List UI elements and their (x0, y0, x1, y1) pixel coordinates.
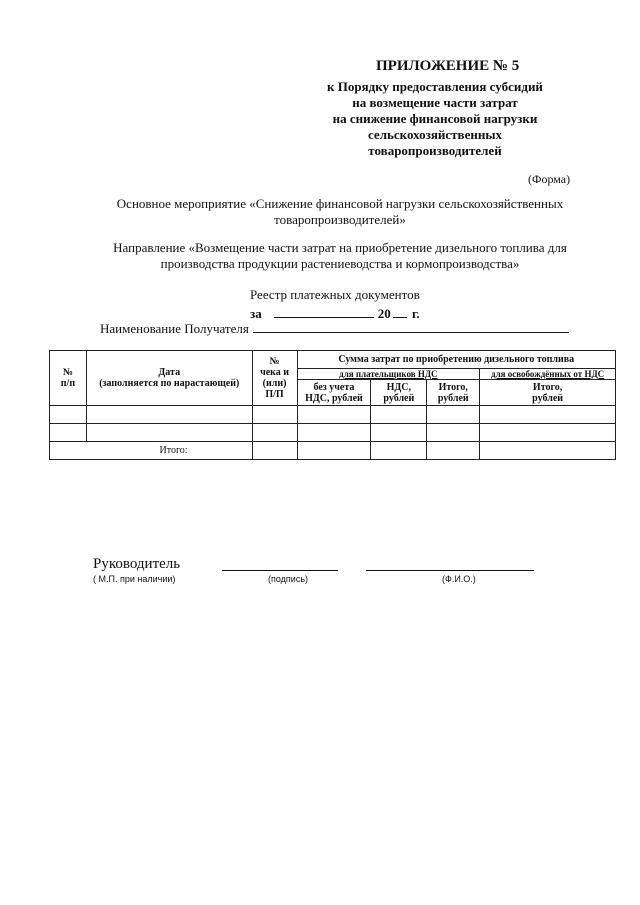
table-cell[interactable] (371, 442, 427, 460)
recipient-row (100, 320, 569, 337)
col-vat-line: рублей (383, 392, 415, 404)
col-exempt-total-header (480, 380, 616, 406)
total-row (50, 442, 616, 460)
col-sum-header: Сумма затрат по приобретению дизельного топлива (297, 351, 615, 369)
col-date-line: Дата (158, 367, 181, 378)
col-without-vat-header (297, 380, 371, 406)
recipient-field[interactable] (253, 320, 569, 333)
col-total-line: Итого, (438, 381, 468, 393)
col-check-header (252, 351, 297, 406)
table-cell[interactable] (50, 424, 87, 442)
annex-subtitle-line: товаропроизводителей (368, 143, 502, 158)
col-check-line: чека и (260, 367, 290, 378)
signature-field[interactable] (222, 570, 338, 571)
period-year-field[interactable] (393, 306, 407, 318)
total-row-label: Итого: (50, 442, 253, 460)
col-num-header (50, 351, 87, 406)
direction-line: Направление «Возмещение части затрат на приобретение дизельного топлива для (113, 240, 567, 255)
col-num-line: п/п (60, 378, 76, 389)
stamp-note: ( М.П. при наличии) (93, 574, 176, 584)
group-vat-exempt-text: для освобождённых от НДС (491, 369, 605, 379)
group-vat-payers (297, 369, 480, 380)
signature-caption: (подпись) (268, 574, 309, 584)
col-vat-line: НДС, (386, 381, 412, 393)
table-cell[interactable] (297, 442, 371, 460)
table-cell[interactable] (252, 442, 297, 460)
annex-subtitle-line: на возмещение части затрат (352, 95, 518, 110)
group-vat-exempt (480, 369, 616, 380)
col-without-vat-line: без учета (313, 381, 355, 393)
col-num-line: № (62, 367, 73, 378)
col-check-line: (или) (262, 378, 287, 389)
registry-table (49, 350, 616, 460)
table-cell[interactable] (480, 442, 616, 460)
table-cell[interactable] (297, 424, 371, 442)
table-cell[interactable] (427, 406, 480, 424)
group-vat-payers-text: для плательщиков НДС (339, 369, 438, 379)
table-cell[interactable] (252, 424, 297, 442)
period-suffix: г. (411, 306, 420, 321)
table-cell[interactable] (371, 424, 427, 442)
table-row (50, 406, 616, 424)
annex-subtitle-line: к Порядку предоставления субсидий (327, 79, 543, 94)
activity-text (60, 196, 620, 228)
annex-subtitle-line: на снижение финансовой нагрузки (332, 111, 538, 126)
annex-subtitle (300, 79, 570, 159)
table-cell[interactable] (427, 442, 480, 460)
col-date-line: (заполняется по нарастающей) (99, 378, 240, 389)
col-vat-header (371, 380, 427, 406)
form-label: (Форма) (528, 172, 571, 186)
table-cell[interactable] (427, 424, 480, 442)
period-prefix: за (250, 306, 262, 321)
table-cell[interactable] (480, 424, 616, 442)
recipient-label: Наименование Получателя (100, 321, 249, 336)
direction-text (60, 240, 620, 272)
table-cell[interactable] (86, 424, 252, 442)
table-cell[interactable] (86, 406, 252, 424)
annex-title: ПРИЛОЖЕНИЕ № 5 (376, 58, 520, 74)
table-cell[interactable] (480, 406, 616, 424)
registry-title: Реестр платежных документов (250, 287, 420, 302)
table-cell[interactable] (50, 406, 87, 424)
table-cell[interactable] (297, 406, 371, 424)
col-exempt-total-line: Итого, (532, 381, 563, 393)
activity-line: Основное мероприятие «Снижение финансовой нагрузки сельскохозяйственных (116, 196, 564, 211)
table-cell[interactable] (252, 406, 297, 424)
col-check-line: П/П (265, 389, 284, 400)
col-exempt-total-line: рублей (532, 392, 564, 404)
activity-line: товаропроизводителей» (274, 212, 406, 227)
fio-field[interactable] (366, 570, 534, 571)
head-role: Руководитель (93, 556, 181, 572)
table-cell[interactable] (371, 406, 427, 424)
annex-subtitle-line: сельскохозяйственных (368, 127, 502, 142)
fio-caption: (Ф.И.О.) (442, 574, 476, 584)
table-row (50, 424, 616, 442)
col-total-header (427, 380, 480, 406)
col-check-line: № (269, 356, 280, 367)
col-without-vat-line: НДС, рублей (305, 392, 363, 404)
period-date-field[interactable] (274, 306, 374, 318)
period-year: 20 (377, 306, 391, 321)
col-date-header (86, 351, 252, 406)
direction-line: производства продукции растениеводства и кормопроизводства» (160, 256, 520, 271)
col-total-line: рублей (437, 392, 469, 404)
